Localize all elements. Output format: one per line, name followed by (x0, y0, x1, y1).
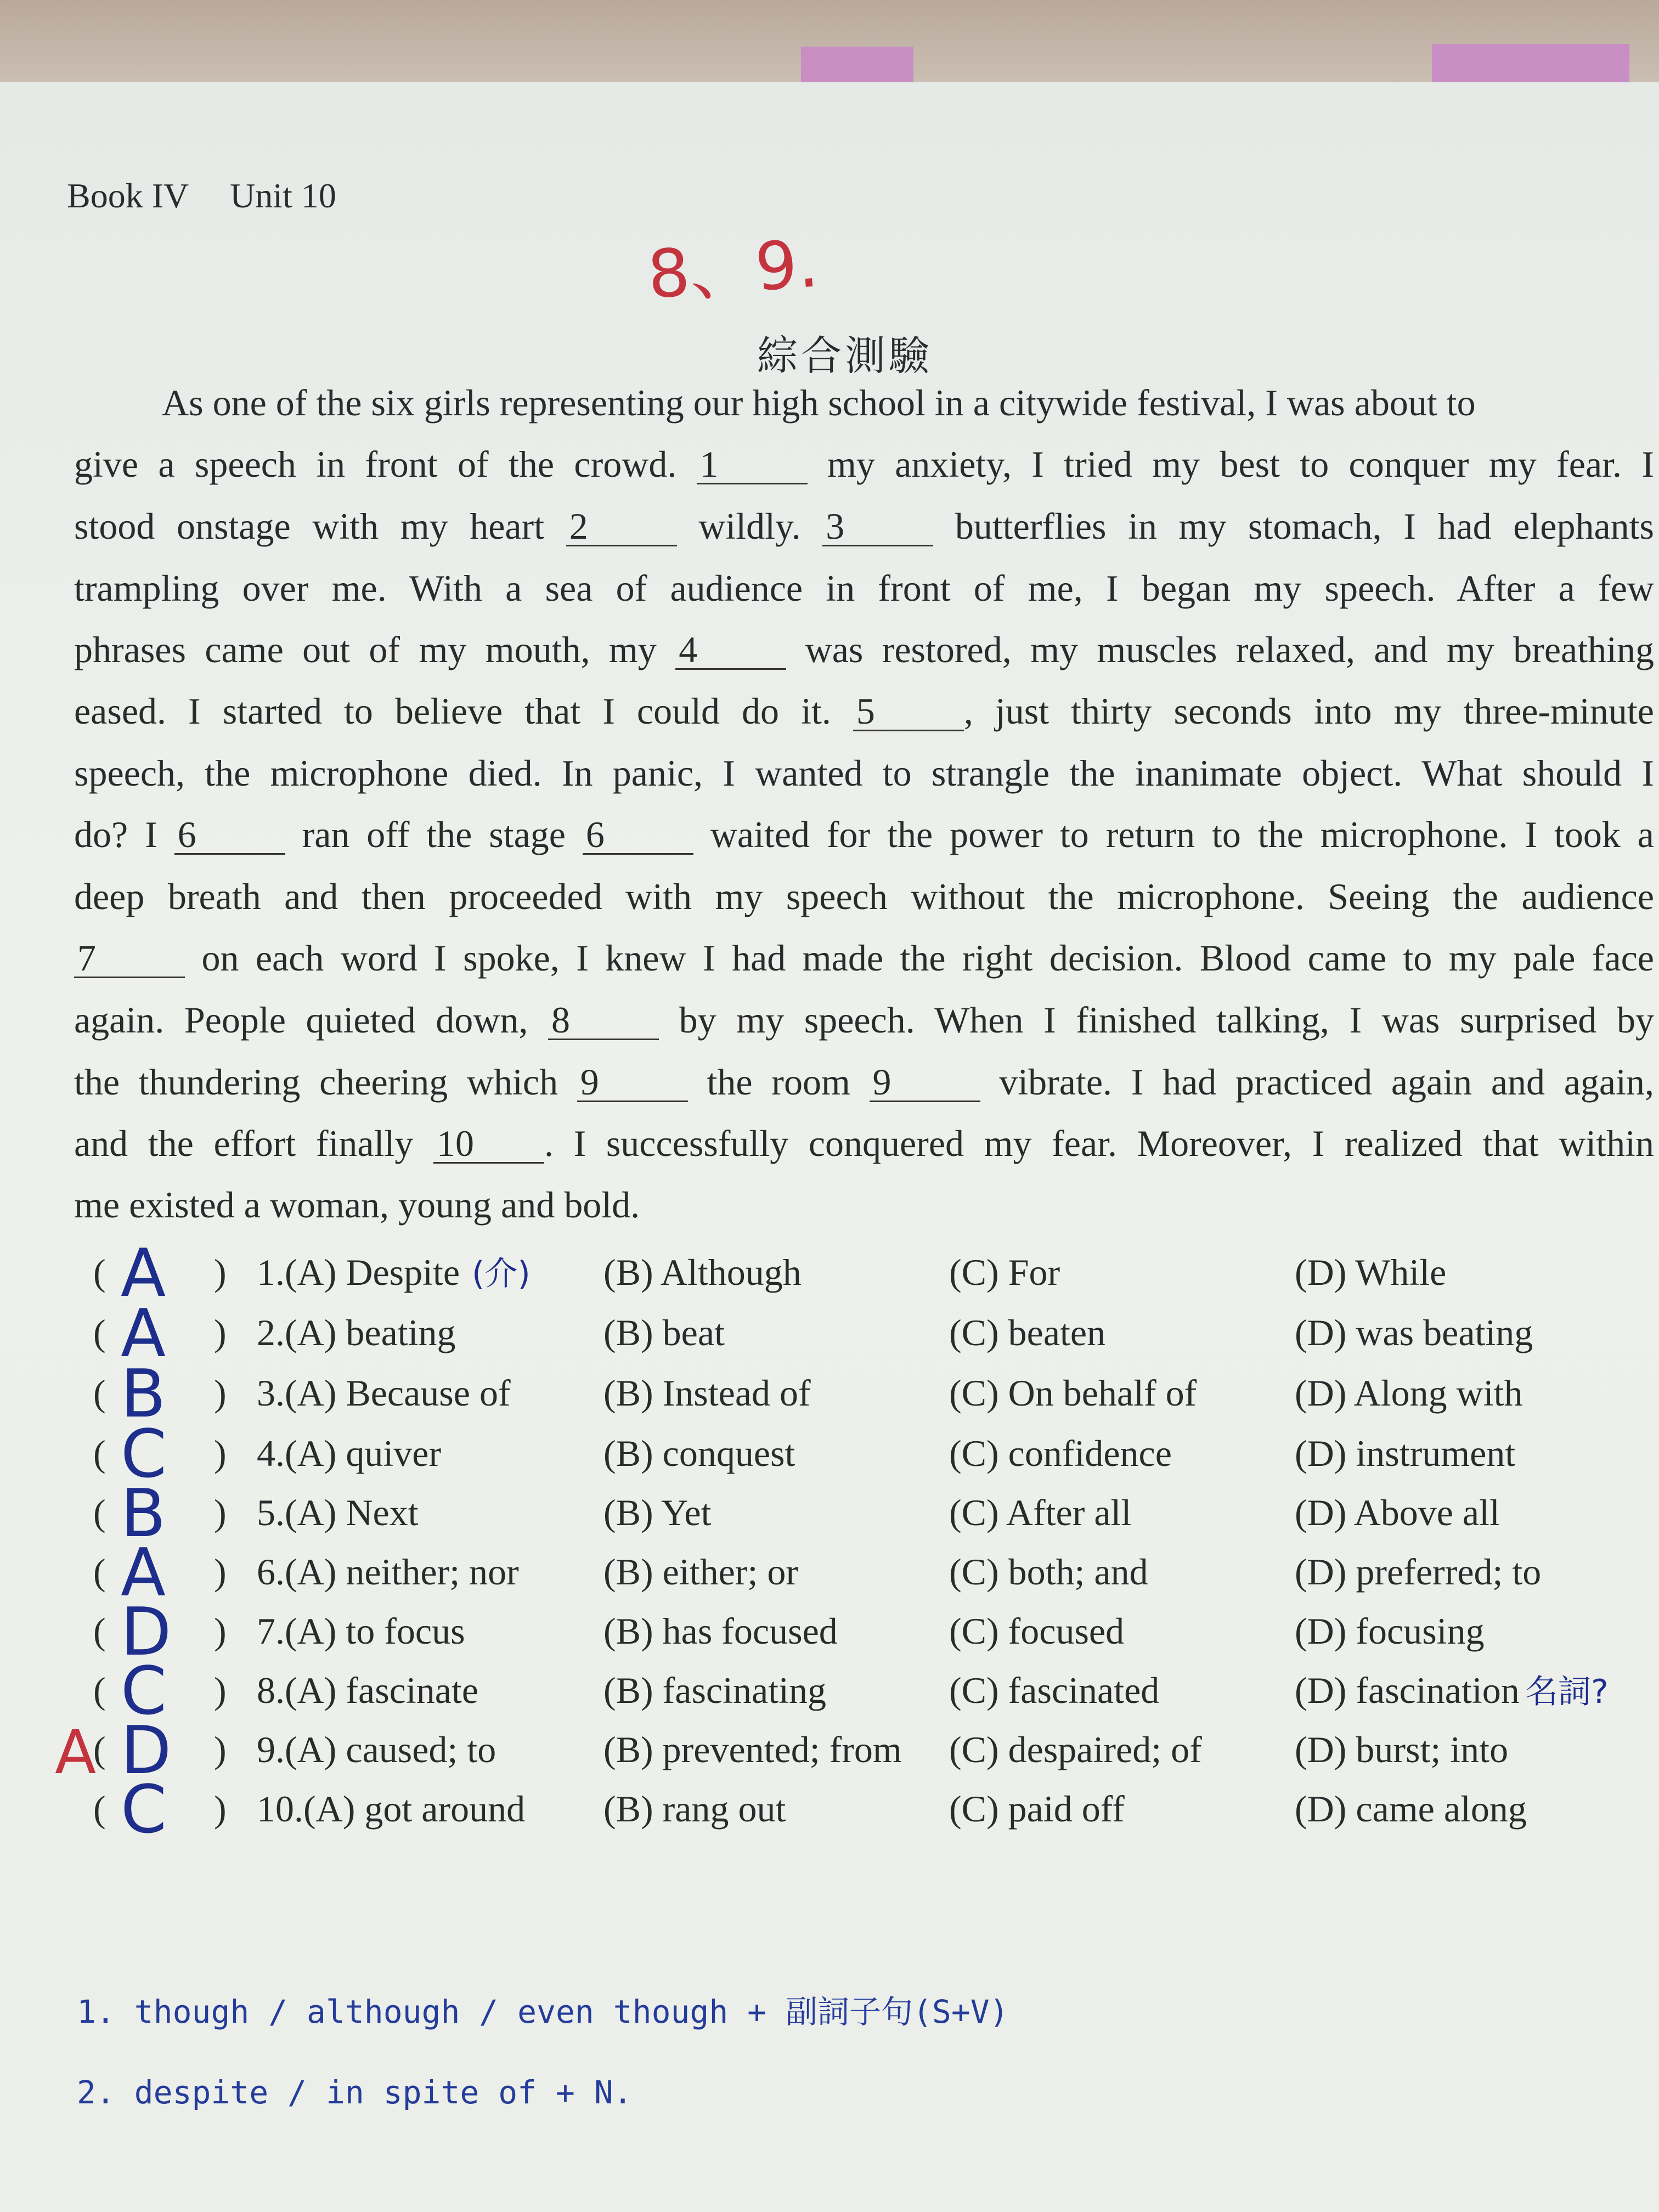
passage-text: the room (687, 1061, 870, 1103)
passage-text: give a speech in front of the crowd. (74, 443, 697, 485)
question-row (77, 1654, 1657, 1730)
blank-5: 5 (853, 692, 964, 731)
passage-line (74, 628, 1654, 683)
handwritten-answer: B (121, 1356, 166, 1432)
passage-text: vibrate. I had practiced again and again, (980, 1061, 1654, 1103)
blank-7: 7 (74, 939, 185, 978)
paren-close: ) (214, 1251, 227, 1293)
blank-4: 4 (675, 631, 786, 670)
passage-text: and the effort finally (74, 1122, 433, 1164)
note-text: though / although / even though + 副詞子句(S+V) (134, 1993, 1009, 2030)
passage-line (74, 998, 1654, 1053)
handwritten-score: 8、9. (645, 225, 821, 314)
blank-1: 1 (697, 445, 808, 484)
passage-text: ran off the stage (285, 814, 583, 855)
handwritten-note (77, 1986, 1009, 2032)
paren-close: ) (214, 1432, 227, 1474)
passage-line (74, 1060, 1654, 1115)
handwritten-answer: C (121, 1654, 167, 1730)
passage-text: stood onstage with my heart (74, 505, 566, 547)
option-c: (C) beaten (949, 1312, 1106, 1353)
handwritten-answer: D (121, 1594, 172, 1671)
option-c: (C) focused (949, 1610, 1125, 1652)
question-row (77, 1535, 1657, 1611)
passage-text: was restored, my muscles relaxed, and my breathing (786, 629, 1654, 670)
paren-open: ( (93, 1492, 106, 1533)
paren-close: ) (214, 1788, 227, 1830)
passage-text: do? I (74, 814, 174, 855)
passage-text: waited for the power to return to the microphone. I took a (693, 814, 1654, 855)
option-c: (C) fascinated (949, 1669, 1160, 1711)
handwritten-answer: C (121, 1772, 167, 1848)
paren-open: ( (93, 1312, 106, 1353)
question-row (77, 1356, 1657, 1432)
option-c: (C) On behalf of (949, 1372, 1197, 1414)
passage-line (74, 1183, 1654, 1238)
option-b: (B) Instead of (603, 1372, 811, 1414)
option-d: (D) Along with (1295, 1372, 1523, 1414)
option-d: (D) was beating (1295, 1312, 1533, 1353)
section-title: 綜合測驗 (757, 334, 933, 379)
option-a: 7.(A) to focus (257, 1610, 465, 1652)
handwritten-correction: A (55, 1717, 97, 1787)
option-a: 6.(A) neither; nor (257, 1551, 519, 1593)
paren-close: ) (214, 1492, 227, 1533)
passage-line (74, 813, 1654, 868)
book-label: Book IV (67, 176, 189, 215)
handwritten-answer: A (121, 1296, 166, 1372)
passage-text: again. People quieted down, (74, 999, 549, 1041)
unit-label: Unit 10 (230, 176, 336, 215)
passage-text: on each word I spoke, I knew I had made the right decision. Blood came to my pale face (185, 937, 1654, 979)
option-d: (D) preferred; to (1295, 1551, 1542, 1593)
option-d: (D) fascination (1295, 1669, 1520, 1711)
option-b: (B) prevented; from (603, 1729, 902, 1770)
option-a: 5.(A) Next (257, 1492, 419, 1533)
option-b: (B) has focused (603, 1610, 838, 1652)
passage-text: , just thirty seconds into my three-minute (963, 690, 1654, 732)
option-d: (D) Above all (1295, 1492, 1500, 1533)
option-b: (B) beat (603, 1312, 725, 1353)
passage-line (74, 875, 1654, 930)
question-row (77, 1594, 1657, 1671)
paren-close: ) (214, 1669, 227, 1711)
passage-text: deep breath and then proceeded with my speech without the microphone. Seeing the audience (74, 876, 1654, 917)
passage-text: the thundering cheering which (74, 1061, 577, 1103)
blank-3: 3 (822, 507, 933, 546)
option-a: 8.(A) fascinate (257, 1669, 479, 1711)
paren-close: ) (214, 1312, 227, 1353)
option-a: 3.(A) Because of (257, 1372, 511, 1414)
blank-9: 9 (577, 1063, 688, 1102)
option-c: (C) After all (949, 1492, 1132, 1533)
passage-text: butterflies in my stomach, I had elephants (933, 505, 1655, 547)
paren-close: ) (214, 1610, 227, 1652)
blank-8: 8 (548, 1001, 659, 1040)
passage-text: me existed a woman, young and bold. (74, 1184, 640, 1226)
handwritten-answer: B (121, 1476, 166, 1552)
option-a: 10.(A) got around (257, 1788, 526, 1830)
handwritten-answer: C (121, 1417, 167, 1493)
passage-text: speech, the microphone died. In panic, I wanted to strangle the inanimate object. What should I (74, 752, 1654, 794)
passage-line (74, 936, 1654, 991)
handwritten-answer: A (121, 1535, 166, 1611)
passage-line (74, 567, 1654, 622)
paren-close: ) (214, 1551, 227, 1593)
handwritten-margin-note: 名詞? (1525, 1673, 1609, 1711)
option-b: (B) Yet (603, 1492, 712, 1533)
option-b: (B) Although (603, 1251, 802, 1293)
paren-open: ( (93, 1432, 106, 1474)
passage-text: As one of the six girls representing our high school in a citywide festival, I was about to (162, 382, 1476, 424)
option-c: (C) confidence (949, 1432, 1172, 1474)
passage-text: wildly. (676, 505, 823, 547)
blank-2: 2 (566, 507, 677, 546)
blank-6: 6 (583, 816, 693, 855)
passage-text: my anxiety, I tried my best to conquer my fear. I (807, 443, 1654, 485)
handwritten-answer: A (121, 1235, 166, 1312)
option-d: (D) While (1295, 1251, 1447, 1293)
passage-line (74, 505, 1654, 560)
handwritten-answer: D (121, 1713, 172, 1789)
option-a: 9.(A) caused; to (257, 1729, 496, 1770)
passage-text: eased. I started to believe that I could do it. (74, 690, 853, 732)
option-c: (C) despaired; of (949, 1729, 1202, 1770)
passage-line (74, 690, 1654, 744)
passage-line (74, 443, 1654, 498)
paren-open: ( (93, 1729, 106, 1770)
paren-open: ( (93, 1372, 106, 1414)
option-c: (C) For (949, 1251, 1060, 1293)
option-c: (C) both; and (949, 1551, 1148, 1593)
option-b: (B) either; or (603, 1551, 798, 1593)
paren-open: ( (93, 1251, 106, 1293)
option-a: 1.(A) Despite (257, 1251, 460, 1293)
question-row (77, 1476, 1657, 1552)
option-a: 4.(A) quiver (257, 1432, 442, 1474)
paren-open: ( (93, 1788, 106, 1830)
option-b: (B) fascinating (603, 1669, 826, 1711)
paren-close: ) (214, 1372, 227, 1414)
question-row (55, 1713, 1657, 1789)
passage-text: by my speech. When I finished talking, I was surprised by (659, 999, 1654, 1041)
question-row (77, 1417, 1657, 1493)
passage-line (74, 381, 1654, 436)
note-number: 1. (77, 1993, 134, 2030)
question-row (77, 1296, 1657, 1372)
option-d: (D) burst; into (1295, 1729, 1509, 1770)
blank-9: 9 (870, 1063, 980, 1102)
handwritten-note (77, 2074, 633, 2111)
paren-open: ( (93, 1669, 106, 1711)
note-number: 2. (77, 2074, 134, 2111)
blank-6: 6 (174, 816, 285, 855)
book-header (67, 176, 336, 216)
option-d: (D) came along (1295, 1788, 1527, 1830)
paren-open: ( (93, 1551, 106, 1593)
passage-line (74, 1122, 1654, 1177)
note-text: despite / in spite of + N. (134, 2074, 633, 2111)
passage-text: phrases came out of my mouth, my (74, 629, 676, 670)
option-b: (B) conquest (603, 1432, 795, 1474)
option-c: (C) paid off (949, 1788, 1125, 1830)
blank-10: 10 (433, 1125, 544, 1164)
question-row (77, 1772, 1657, 1848)
option-d: (D) focusing (1295, 1610, 1485, 1652)
paren-close: ) (214, 1729, 227, 1770)
passage-line (74, 752, 1654, 806)
passage-text: . I successfully conquered my fear. Moreover, I realized that within (544, 1122, 1655, 1164)
passage-text: trampling over me. With a sea of audience in front of me, I began my speech. After a few (74, 567, 1654, 609)
handwritten-margin-note: (介) (472, 1255, 531, 1293)
option-d: (D) instrument (1295, 1432, 1516, 1474)
paren-open: ( (93, 1610, 106, 1652)
question-row (77, 1235, 1657, 1312)
option-b: (B) rang out (603, 1788, 786, 1830)
option-a: 2.(A) beating (257, 1312, 456, 1353)
